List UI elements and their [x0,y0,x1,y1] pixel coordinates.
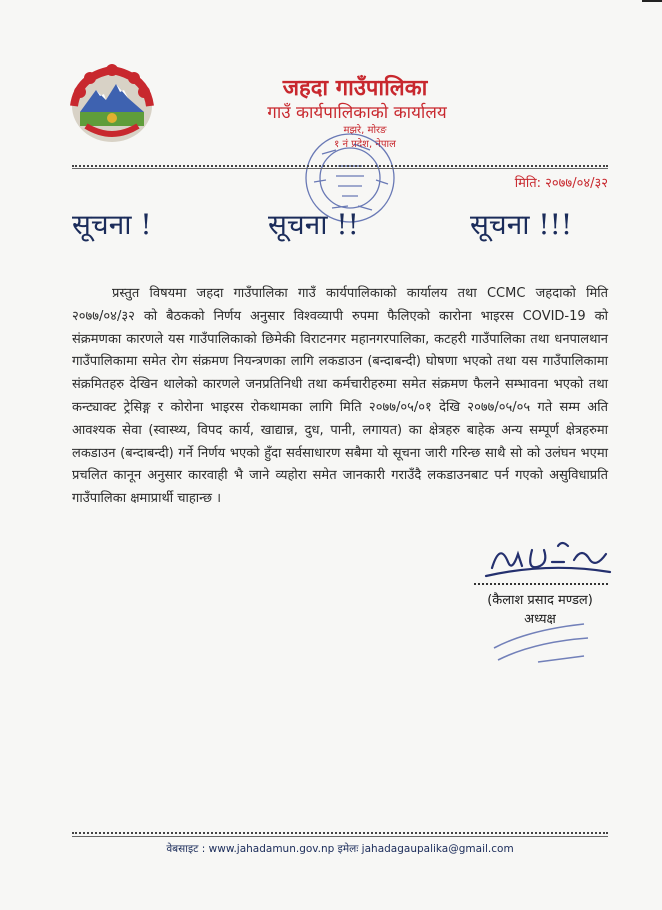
address-line1: मझरे, मोरङ [343,125,387,136]
nepal-emblem-icon [66,62,158,146]
signature-line [474,583,608,585]
office-name: गाउँ कार्यपालिकाको कार्यालय [267,103,447,123]
handwritten-signature-icon [478,532,618,582]
footer-divider [72,832,608,834]
footer-divider-line [72,836,608,837]
name-stamp-icon [488,612,598,670]
header-divider-line [72,168,608,169]
notice-heading-2: सूचना !! [268,208,359,241]
notice-heading-3: सूचना !!! [470,208,573,241]
header-divider [72,165,608,167]
document-date: मिति: २०७७/०४/३२ [514,176,608,191]
signer-name: (कैलाश प्रसाद मण्डल) [487,593,593,608]
scan-edge-mark [642,0,662,2]
org-name: जहदा गाउँपालिका [282,76,428,101]
footer-contact: वेबसाइट : www.jahadamun.gov.np इमेलः jahadagaupalika@gmail.com [166,843,514,855]
notice-heading-1: सूचना ! [72,208,152,241]
notice-body [72,283,608,511]
address-line2: १ नं प्रदेश, नेपाल [334,139,396,150]
signer-title: अध्यक्ष [524,612,556,627]
notice-body-text: प्रस्तुत विषयमा जहदा गाउँपालिका गाउँ कार्यपालिकाको कार्यालय तथा CCMC जहदाको मिति २०७७/०४/३२ को बैठकको निर्णय अनुसार विश्वव्यापी रुपमा फैलिएको कारोना भाइरस COVID-19 को संक्रमणका कारणले यस गाउँपालिकाको छिमेकी विराटनगर महानगरपालिका, कटहरी गाउँपालिका तथा धनपालथान गाउँपालिकामा समेत रोग संक्रमण नियन्त्रणका लागि लकडाउन (बन्दाबन्दी) घोषणा भएको तथा यस गाउँपालिकामा संक्रमितहरु देखिन थालेको कारणले जनप्रतिनिधी तथा कर्मचारीहरुमा समेत संक्रमण फैलने सम्भावना भएको तथा कन्ट्याक्ट ट्रेसिङ्ग र कोरोना भाइरस रोकथामका लागि मिति २०७७/०५/०१ देखि २०७७/०५/०५ गते सम्म अति आवश्यक सेवा (स्वास्थ्य, विपद कार्य, खाद्यान्न, दुध, पानी, लगायत) का क्षेत्रहरु बाहेक अन्य सम्पूर्ण क्षेत्रहरुमा लकडाउन (बन्दाबन्दी) गर्ने निर्णय भएको हुँदा सर्वसाधारण सबैमा यो सूचना जारी गरिन्छ साथै सो को उलंघन भएमा प्रचलित कानून अनुसार कारवाही भै जाने व्यहोरा समेत जानकारी गराउँदै लकडाउनबाट पर्न गएको असुविधाप्रति गाउँपालिका क्षमाप्रार्थी चाहान्छ । [72,286,608,507]
